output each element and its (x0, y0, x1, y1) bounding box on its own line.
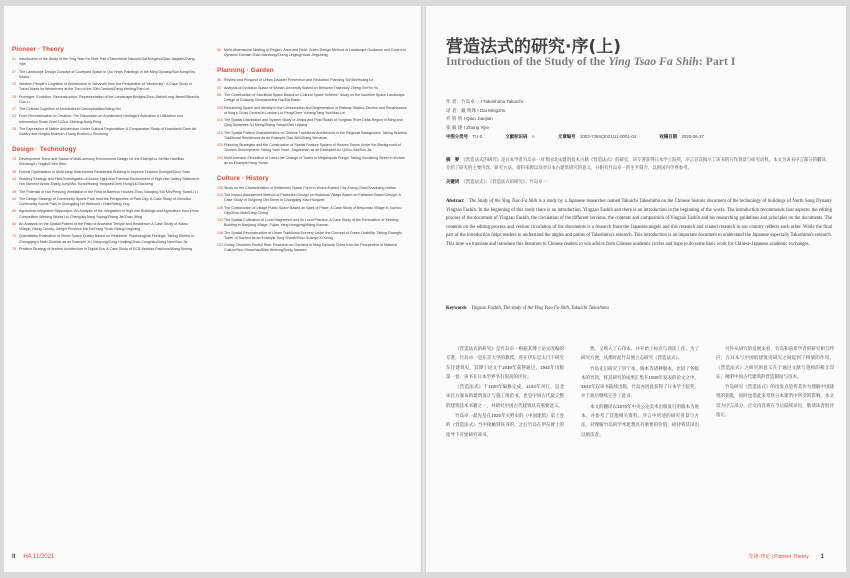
left-page (4, 6, 422, 572)
toc-page-number: 120 (217, 143, 223, 147)
toc-entry-title: Reclaiming Space and Identity in the Conservation and Regeneration of Railway Station: Decline and Renaissance of King's Cross Central in London Liu Peng/Chen Yuheng/Tang Yue/Mao Lei (224, 105, 407, 115)
toc-page-number: 33 (12, 157, 16, 162)
toc-entry-title: The Landscape Design Concept of Courtyard Space in Qiu Ying's Paintings in the Ming Dynasty/Sun Kongli/Xu Keshu (19, 69, 196, 79)
toc-list (217, 48, 407, 58)
english-keywords (446, 305, 832, 311)
cn-abstract-label: 摘 要 (446, 157, 460, 162)
toc-page-number: 130 (217, 185, 223, 190)
body-column-2 (581, 344, 699, 440)
toc-column-2 (217, 48, 407, 263)
toc-page-number: 70 (12, 234, 16, 239)
toc-entry (217, 86, 407, 91)
toc-page-number: 38 (12, 169, 16, 174)
toc-entry-title: Review and Prospect of Urban Disaster Prevention and Reduction Planning Shi Bin/Huang Le (224, 78, 374, 83)
classification-meta (446, 134, 826, 140)
toc-entry (12, 234, 200, 244)
toc-page-number: 49 (12, 189, 16, 194)
toc-page-number: 01 (12, 57, 16, 61)
toc-section (217, 67, 407, 166)
meta-received: 收稿日期 2020-06-27 (659, 134, 704, 139)
toc-entry (12, 127, 200, 137)
toc-entry (12, 157, 200, 167)
toc-entry-title: Introduction of the Study of the Ying Tsao Fa Shih: Part I/Takeshima Takuichi Dai Mingzhu/Qiao Jiaojian/Zhang Yijie (19, 57, 195, 67)
toc-entry-title: From Reconstruction to Creation: The Discussion on Architecture Heritage's Activation & Utilization and Intervention Scale Chen Li/Zuo Xiuming/Jiang Peng (19, 114, 183, 124)
chinese-abstract (446, 156, 832, 171)
toc-entry (12, 222, 200, 232)
cn-keywords-label: 关键词 (446, 179, 460, 184)
body-text (446, 344, 834, 440)
body-paragraph: 另外从研究的发展来看，竹岛和前辈学者的研究相互呼应，在日本与中国的建筑史研究之间起到了桥梁的作用。《营造法式》之研究的意义在于通过文献与遗构的相互印证，阐明中国古代建筑的营造制度与技术。 (716, 346, 834, 379)
section-label: 先锋·理论 | Pioneer·Theory (748, 554, 809, 560)
toc-page-number: 110 (217, 118, 223, 122)
toc-page-number: 59 (12, 209, 16, 214)
toc-entry (12, 57, 200, 67)
translator-line: 张 毅 捷 I Zhang Yijie (446, 124, 489, 130)
toc-page-number: 75 (12, 246, 16, 251)
toc-entry (12, 70, 200, 80)
toc-entry (217, 106, 407, 116)
en-abstract-lead: The Study of the Ying Tsao Fa Shih (468, 199, 538, 204)
toc-page-number: 98 (217, 93, 221, 97)
toc-entry-title: The Impact Assessment Method of Protection Design on Historical Village Based on Evidence-Based Design: A Case Study of Tongxing Old Street in Chongqing Xiao Hongwei (224, 193, 401, 203)
toc-entry-title: Multi-scenario Simulation of Land Use Change of Towns in Megalopolis Fringe: Taking Xiuxiaking Street in Wuhan as an Example/Yang Yunan (224, 155, 405, 165)
subtitle-pre: Introduction of the Study of the (446, 54, 609, 68)
toc-page-number: 86 (217, 78, 221, 83)
toc-entry (217, 193, 407, 203)
toc-entry-title: The Construction of Sacrificial Space Based on Cultural Space Scheme: Study on the Sacrifice Space Landscape Design of Dulaong Chinyaem/Ma Yue/Dai Banin (224, 93, 405, 103)
toc-page-number: 148 (217, 230, 223, 235)
toc-entry-title: Multi-dimensional Nesting of Region, Area and Field: Green Design Method of Landscape Guidance and Control in Dynamic Domain Zhao Mandong/Zheng Lingling/Yuan Jingsheng (224, 48, 407, 58)
toc-entry-title: Quantitative Evaluation of Street Space Quality Based on Residents' Psychological Feelings: Taking Streets in Chongqing's Main Districts as an Example Xu Xiaoyong/Cong Huaijing/Zhao Congxiao/Jiang Nan/Xiao Jie (19, 234, 194, 244)
toc-entry (217, 231, 407, 241)
toc-entry-title: An Analysis on the Spatial Pattern of the Patio of Ancestral Temple and Residence: A Case Study of Xiawu Village, Yilong County, Jiangxi Province Ma Kai/Yang Yu/an /Wang Linghang (19, 221, 188, 231)
right-page-number: 1 (820, 553, 824, 560)
english-abstract (446, 198, 832, 249)
toc-entry (12, 197, 200, 207)
body-paragraph: 竹岛先后研究了崇宁本、陶本等诸种版本，比较了各版本的异同，将其研究的成果汇集在1939年发表的论文之中。1942年起该书陆续出版，竹岛亦因此获得了日本学士院奖，并于战后继续完善了此书。 (581, 365, 700, 399)
toc-page-number: 23 (12, 114, 16, 119)
en-keywords-text: Yingzao Fashih, The study of the Ying Tsao Fa Shih, Takuichi Takeshima (471, 306, 609, 311)
subtitle-post: : Part I (698, 54, 736, 68)
meta-article-no: 文章编号 1003-739X(2021)11-0001-04 (557, 134, 637, 139)
toc-entry (217, 143, 407, 153)
left-footer (12, 554, 54, 560)
meta-clc: 中图分类号 TU-0 (446, 134, 483, 139)
toc-entry-title: The Construction of Village Public Space Based on Spirit of Place: A Case Study of Beiyuntao Village in Xuzhou City/Zhou Miao/Ding Cheng (224, 205, 402, 215)
subtitle-italic: Ying Tsao Fa Shih (608, 54, 699, 68)
body-paragraph: 本文的翻译以1970年中央公论美术出版发行的版本为底本，并参考了其他相关资料。序言中所述的研究背景与方法，对理解竹岛的学术思想具有重要的价值，故特将其译出以飨读者。 (581, 403, 700, 437)
toc-entry-title: Planning Strategies and the Construction of Spatial Feature System of Historic Towns Under the Background of Tourism Development: Taking Yunli Town, Jingdezhen as an Example/Luo Qi/Gu Jun/Sun Jia (224, 143, 401, 153)
toc-entry-title: The Spatial Reconstruction of Urban Traditional Scenery Under the Concept of Green Livability: Taking Guangfu Tower of Suzhou as an Example Tong Shaofi/Zhou Guanyu/Xi Xiong (224, 230, 402, 240)
toc-entry-title: Practice Strategy of Ancient Architecture in Digital Era: A Case Study of ECB Beistian Pavilions/Wang Siming (19, 246, 192, 251)
toc-entry-title: The Potential of Hot Pressing Ventilation in the Field of Bamboo Houses Zhou Xiaoqing /Xia Min/Peng Yuan/Li Li (19, 189, 198, 194)
toc-entry (12, 190, 200, 195)
toc-page-number: 124 (217, 155, 223, 160)
right-footer (748, 553, 824, 560)
toc-section-heading: Pioneer · Theory (12, 46, 65, 53)
toc-entry-title: The Spatial Cultivation of Local Magnetism and Its Local Practice: A Case Study of the Renovation of Xinheng Building in Nanjiang Village, Fujian Yang Hongping/Wang Xiaoran (224, 218, 399, 228)
toc-page-number: 07 (12, 69, 16, 74)
toc-page-number: 92 (217, 85, 221, 90)
toc-entry-title: Development Trend and Status of Multi-sensory Environment Design for the Elderly/Liu Jie/Nie Hao/Bao Shixiang/Li Yingliu/Chen Wen (19, 157, 185, 167)
cn-abstract-text: 《营造法式的研究》是日本学者竹岛卓一对我国北宋建筑技术古籍《营造法式》的研究，该专著获得日本学士院奖，序言首次揭示了该书的写作背景与研究动机。本文为该书序言部分的翻译，介绍了研究的主要内容、研究方法、资料来源以及对日本古建筑研究的意义，并附有竹岛卓一的生平简介，以供国内学界参考。 (446, 157, 831, 170)
left-page-number: II (12, 554, 16, 560)
toc-entry-title: Ouhay Chuiwei's Fruitful Rise: Research on Gardens in Ming Dynasty China from the Perspective of Material Culture/Guo Shanzhao/Bian Weitong/Dong Jianwen (224, 243, 397, 253)
toc-entry-title: Prototype, Evolution, Reconstruction: Representation of the Landscape Bridges/Zhou Jiabin/Long Jiewei/Stbacha Guo Li (19, 94, 199, 104)
toc-entry-title: Formal Optimization of Multi-story Slab-formed Residential Building to Improve Outdoor Sunlight/Zhou Yuan (19, 169, 191, 174)
chinese-keywords (446, 179, 832, 185)
toc-entry-title: Western People's Cognition of Architecture in Taihanzhi from the Perspective of "Modernity": A Case Study of Travel Notes by Westerners at the Turn of the 20th Century/Deng Weiting/Tian Lei (19, 82, 192, 92)
toc-page-number: 153 (217, 243, 223, 248)
toc-page-number: 12 (12, 82, 16, 86)
body-paragraph: 《营造法式的研究》是竹岛卓一根据其博士论文改编的专著，竹岛卓一是东京大学的教授，曾在伊东忠太门下研究东洋建筑史，其博士论文于1939年获得通过，1942年出版第一卷，该书在日本学界享有很高的评价。 (446, 346, 564, 379)
issue-reference: HA 11/2021 (23, 554, 55, 560)
en-abstract-text: is a study by a Japanese researcher named Takuichi Takeshima on the Chinese historic document of the technology of buildings of North Song Dynasty Yingzao Fashih. In the beginning of this study there is an introduction. Yingzao Fashih and there is an introduction in the beginning of the works. The introduction recommends four aspects: the editing process of the document of Yingzao Fashih, the circulation of the different versions, the contents and composition of Yingzao Fashih and his researching guidelines and principles on the documents. The contents on the editing process and version circulation of the documents is a research from the Japanese angels and this research and related research in our country reflects each other. While the final part of the introduction helps readers to understand the angles and points of Takeshima's research. This introduction is an important document to understand the Japanese especially Takeshima's research. This time we translate and introduce this literature to Chinese readers to win advice from Chinese academic circles and hope to do some basic work for Chinese-Japanese academic exchanges. (446, 199, 832, 247)
toc-entry-title: Analysis of Evolution Space of Wuhan University Based on Behavior Trajectory Zheng Xin/Yin Yu (224, 85, 379, 90)
toc-page-number: 143 (217, 218, 223, 223)
toc-entry (217, 118, 407, 128)
toc-page-number: 116 (217, 130, 223, 135)
toc-section-heading: Design · Technology (12, 146, 77, 154)
toc-entry-title: Study on the Characteristics of Settlement Space Form in Wushi Ancient City Zheng Chao/Shaobang Haitao (224, 185, 396, 190)
cn-keywords-text: 《营造法式》；《营造法式的研究》；竹岛卓一 (463, 179, 547, 184)
toc-page-number: 104 (217, 105, 223, 110)
toc-entry (217, 78, 407, 83)
toc-entry (217, 93, 407, 103)
toc-entry (12, 247, 200, 252)
toc-entry (217, 243, 407, 253)
author-line: 作 者：竹岛卓一 I Takeshima Takuichi (446, 99, 523, 104)
body-column-1 (446, 344, 564, 440)
toc-entry-title: The Expression of Native Architecture Under Cultural Regionalism: A Comparative Study of Kuandashi Cave Art Gallery and Ningbo Museum Zhang Ruolin/Lu Shicheng (19, 126, 197, 136)
toc-entry-title: The Spatial Distribution and System Study of Jinlips and Post Roads of Yongbao River Delta Region in Ming and Qing Dynasties Su Meng/Zhang Yuhao/Gao Linjiang (224, 118, 403, 128)
toc-page-number: 64 (12, 221, 16, 226)
body-paragraph: 竹岛卓一最先是在1925年关野贞的《中国建筑》第上卷的《营造法式》当中接触到该书的，之后竹岛在伊东博士的指导下开始研究该书。 (446, 413, 565, 437)
toc-list (12, 157, 200, 252)
meta-doc-code: 文献标识码 A (505, 134, 535, 139)
en-keywords-label: Keywords (446, 306, 467, 311)
toc-entry (12, 170, 200, 175)
toc-entry-title: Agriculture-integrated Skyscraper: An Analysis of the Integration of High-rise Buildings and Agriculture from eVolo Competition Winning Works Liu Cheng'an/Jiang Yuying/Zhang Jie/Zhao Jiting (19, 209, 199, 219)
body-paragraph: 竹岛研究《营造法式》的出发点是将其作为理解中国建筑的钥匙，同时也借此来考察日本建筑中所受的影响。本文仅为序言部分，正文内容将在今后陆续译出，敬请读者批评指正。 (716, 384, 834, 418)
toc-entry-title: Shading Strategy and Field Investigation of Indoor Light and Thermal Environment of High-rise Gallery Stations in Hot Summer Areas Zhang Junyi/Wu Yuran/Huang Yongwei/Chen Hong/Liu Dacheng (19, 177, 200, 187)
toc-section (217, 48, 407, 58)
translator-line: 乔 娇 娇 I Qiao Jiaojian (446, 116, 493, 122)
body-paragraph: 然，又购入了石印本，并开始了标点与训读工作。为了研究方便，从那时起竹岛便立志研究《营造法式》。 (581, 346, 699, 361)
toc-entry-title: The Spatial Pattern Characteristics of Chinese Traditional Architecture in the Regional Background: Taking Huizhou Traditional Residences as an Example Gao Wei/Zhang Wenzhan (224, 130, 407, 140)
toc-entry (217, 186, 407, 191)
toc-section (12, 46, 200, 137)
en-abstract-label: Abstract (446, 199, 464, 204)
toc-list (217, 78, 407, 166)
translator-line: 译 者：戴 明珠 I Dai Mingzhu (446, 107, 506, 113)
toc-page-number: 138 (217, 205, 223, 210)
toc-page-number: 17 (12, 107, 16, 111)
toc-section (217, 175, 407, 254)
toc-entry (12, 177, 200, 187)
toc-section-heading: Planning · Garden (217, 67, 274, 75)
toc-entry (217, 131, 407, 141)
toc-entry (217, 48, 407, 58)
toc-entry-title: The Cultural Cognition of Architectural Conceptualism/Wang Hui (19, 107, 121, 111)
article-subtitle (446, 54, 735, 69)
toc-list (217, 186, 407, 254)
toc-entry (12, 209, 200, 219)
toc-list (12, 57, 200, 137)
toc-page-number: 28 (12, 126, 16, 131)
toc-entry (217, 218, 407, 228)
toc-page-number: 54 (12, 196, 16, 201)
right-page (426, 6, 846, 572)
body-column-3 (716, 344, 834, 440)
toc-entry (12, 114, 200, 124)
toc-page-number: 134 (217, 193, 223, 198)
toc-entry (217, 156, 407, 166)
toc-column-1 (12, 46, 200, 261)
toc-section (12, 146, 200, 252)
author-block (446, 98, 746, 132)
article-title: 营造法式的研究·序(上) (446, 37, 621, 57)
toc-entry (12, 95, 200, 105)
toc-page-number: 80 (217, 48, 221, 52)
body-paragraph: 《营造法式》于1100年编修完成，1103年刊行，是北宋官方颁布的建筑设计与施工规范书，也是中国古代最完整的建筑技术书籍之一，对研究中国古代建筑具有重要意义。 (446, 384, 564, 408)
toc-section-heading: Culture · History (217, 174, 269, 182)
toc-page-number: 43 (12, 177, 16, 181)
toc-entry (217, 206, 407, 216)
toc-entry-title: The Design Strategy of Community Sports Park from the Perspective of Park City: A Case Study of Xishuiba Community Sports Park in Chongqing Lei Weikun/Li Yinjie/Wang Ying (19, 196, 191, 206)
toc-page-number: 19 (12, 94, 16, 99)
toc-entry (12, 82, 200, 92)
toc-entry (12, 107, 200, 112)
